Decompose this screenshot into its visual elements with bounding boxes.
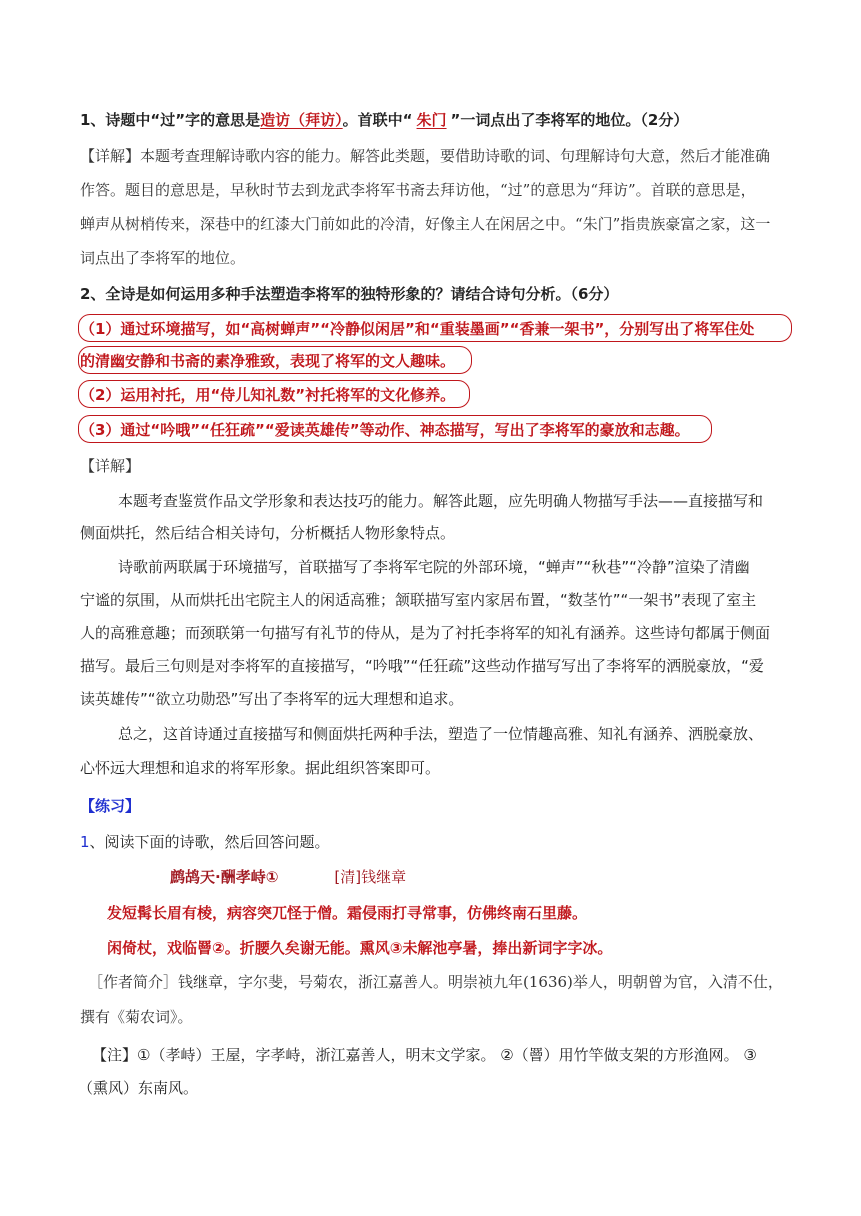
practice-instruction [80,832,330,852]
question-2-title: 2、全诗是如何运用多种手法塑造李将军的独特形象的？请结合诗句分析。（6分） [80,285,619,303]
answer-3: （3）通过“吟哦”“任狂疏”“爱读英雄传”等动作、神态描写，写出了李将军的豪放和志趣。 [80,421,690,439]
detail-1-line-3: 蝉声从树梢传来，深巷中的红漆大门前如此的冷清，好像主人在闲居之中。“朱门”指贵族豪富之家，这一 [80,215,771,233]
detail-1-line-1: 【详解】本题考查理解诗歌内容的能力。解答此类题，要借助诗歌的词、句理解诗句大意，然后才能准确 [80,147,771,165]
detail-2-p1-line-2: 侧面烘托，然后结合相关诗句，分析概括人物形象特点。 [80,524,456,542]
poem-line-1: 发短髯长眉有棱，病容突兀怪于僧。霜侵雨打寻常事，仿佛终南石里藤。 [107,904,588,922]
author-bio-line-2: 撰有《菊农词》。 [80,1008,193,1026]
poem-line-2: 闲倚杖，戏临罾②。折腰久矣谢无能。熏风③未解池亭暑，捧出新词字字冰。 [107,939,613,957]
answer-1-line-2: 的清幽安静和书斋的素净雅致，表现了将军的文人趣味。 [80,352,456,370]
detail-2-p2-line-5: 读英雄传”“欲立功勋恐”写出了李将军的远大理想和追求。 [80,690,464,708]
q1-middle: 。首联中“ [342,111,413,129]
detail-2-p2-line-2: 宁谧的氛围，从而烘托出宅院主人的闲适高雅；颔联描写室内家居布置，“数茎竹”“一架书”表现了室主 [80,591,757,609]
q1-answer-2: 朱门 [416,111,447,129]
author-bio-line-1: ［作者简介］钱继章，字尔斐，号菊农，浙江嘉善人。明崇祯九年(1636)举人，明朝曾为官，入清不仕， [88,973,783,991]
detail-2-p3-line-1: 总之，这首诗通过直接描写和侧面烘托两种手法，塑造了一位情趣高雅、知礼有涵养、洒脱豪放、 [118,725,764,743]
poem-title-line [170,867,406,887]
notes-line-2: （熏风）东南风。 [78,1079,199,1097]
answer-1-line-1: （1）通过环境描写，如“高树蝉声”“冷静似闲居”和“重装墨画”“香兼一架书”，分别写出了将军住处 [80,320,755,338]
detail-2-p1-line-1: 本题考查鉴赏作品文学形象和表达技巧的能力。解答此题，应先明确人物描写手法——直接描写和 [118,492,764,510]
detail-1-line-2: 作答。题目的意思是，早秋时节去到龙武李将军书斋去拜访他，“过”的意思为“拜访”。首联的意思是， [80,181,756,199]
q1-answer-1: 造访（拜访） [260,111,343,129]
practice-number: 1 [80,833,90,851]
detail-2-p2-line-4: 描写。最后三句则是对李将军的直接描写，“吟哦”“任狂疏”这些动作描写写出了李将军的洒脱豪放，“爱 [80,657,764,675]
poem-title: 鹧鸪天·酬孝峙① [170,868,279,886]
q1-prefix: 1、诗题中“过”字的意思是 [80,111,261,129]
detail-2-p2-line-1: 诗歌前两联属于环境描写，首联描写了李将军宅院的外部环境，“蝉声”“秋巷”“冷静”渲染了清幽 [118,558,750,576]
answer-2: （2）运用衬托，用“侍儿知礼数”衬托将军的文化修养。 [80,386,456,404]
practice-heading: 【练习】 [80,797,141,815]
practice-instruction-text: 、阅读下面的诗歌，然后回答问题。 [89,833,330,851]
notes-line-1: 【注】①（孝峙）王屋，字孝峙，浙江嘉善人，明末文学家。 ②（罾）用竹竿做支架的方形渔网。 ③ [92,1046,757,1064]
detail-2-p3-line-2: 心怀远大理想和追求的将军形象。据此组织答案即可。 [80,759,441,777]
detail-1-line-4: 词点出了李将军的地位。 [80,249,246,267]
detail-2-p2-line-3: 人的高雅意趣；而颈联第一句描写有礼节的侍从，是为了衬托李将军的知礼有涵养。这些诗句都属于侧面 [80,624,771,642]
detail-2-heading: 【详解】 [80,457,141,475]
poem-author: [清]钱继章 [334,868,407,886]
q1-suffix: ”一词点出了李将军的地位。（2分） [450,111,689,129]
question-1 [80,110,688,130]
